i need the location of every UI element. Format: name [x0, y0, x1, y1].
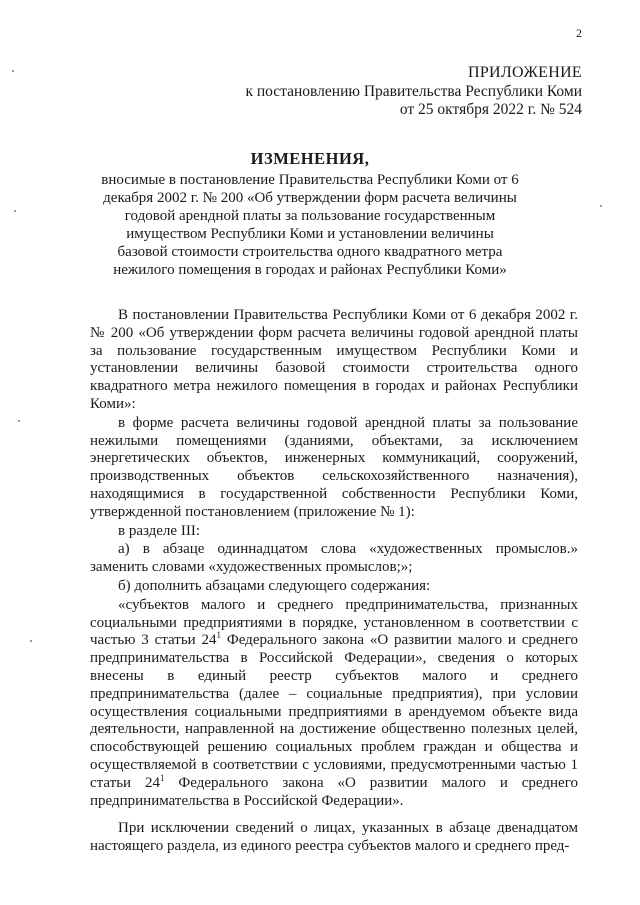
appendix-title: ПРИЛОЖЕНИЕ: [467, 64, 582, 81]
scan-speck: [12, 70, 14, 72]
paragraph-6-part-c: Федерального закона «О развитии малого и среднего предпринимательства в Российской Федерации».: [90, 774, 578, 809]
changes-subtitle: вносимые в постановление Правительства Республики Коми от 6 декабря 2002 г. № 200 «Об утверждении форм расчета величины годовой арендной платы за пользование государственным имуществом Республики Коми и установлении величины базовой стоимости строительства одного квадратного метра нежилого помещения в городах и районах Республики Коми»: [101, 172, 519, 278]
document-body: [90, 307, 578, 856]
paragraph-3: в разделе III:: [118, 522, 200, 539]
scan-speck: [600, 205, 602, 207]
paragraph-6-part-a: «субъектов малого и среднего предпринимательства, признанных социальными предприятиями в порядке, установленном в соответствии с частью 3 статьи 24: [90, 596, 578, 649]
paragraph-4: а) в абзаце одиннадцатом слова «художественных промыслов.» заменить словами «художественных промыслов;»;: [90, 541, 578, 576]
superscript-1: 1: [216, 630, 222, 641]
superscript-2: 1: [160, 772, 165, 783]
scan-speck: [18, 420, 20, 422]
appendix-line-1: к постановлению Правительства Республики Коми: [245, 82, 582, 100]
appendix-line-2: от 25 октября 2022 г. № 524: [399, 101, 582, 118]
changes-title-block: [100, 150, 520, 279]
changes-heading: ИЗМЕНЕНИЯ,: [250, 149, 370, 168]
paragraph-6-part-b: Федерального закона «О развитии малого и среднего предпринимательства в Российской Федерации», сведения о которых внесены в единый реестр субъектов малого и среднего предпринимательства (далее – социальные предприятия), при условии осуществления социальными предприятиями в арендуемом объекте вида деятельности, направленной на достижение общественно полезных целей, способствующей решению социальных проблем граждан и общества и осуществляемой в соответствии с условиями, предусмотренными частью 1 статьи 24: [90, 632, 578, 791]
paragraph-7: При исключении сведений о лицах, указанных в абзаце двенадцатом настоящего раздела, из единого реестра субъектов малого и среднего пред-: [90, 820, 578, 855]
scan-speck: [14, 210, 16, 212]
paragraph-5: б) дополнить абзацами следующего содержания:: [118, 577, 431, 594]
paragraph-1: В постановлении Правительства Республики Коми от 6 декабря 2002 г. № 200 «Об утверждении форм расчета величины годовой арендной платы за пользование государственным имуществом Республики Коми и установлении величины базовой стоимости строительства одного квадратного метра нежилого помещения в городах и районах Республики Коми»:: [90, 307, 578, 412]
scan-speck: [30, 640, 32, 642]
paragraph-6: [90, 597, 578, 811]
paragraph-2: в форме расчета величины годовой арендной платы за пользование нежилыми помещениями (зданиями, объектами, за исключением энергетических объектов, инженерных коммуникаций, сооружений, производственных объектов сельскохозяйственного назначения), находящимися в государственной собственности Республики Коми, утвержденной постановлением (приложение № 1):: [90, 414, 578, 520]
appendix-block: [162, 64, 582, 120]
page-number: 2: [576, 26, 582, 40]
